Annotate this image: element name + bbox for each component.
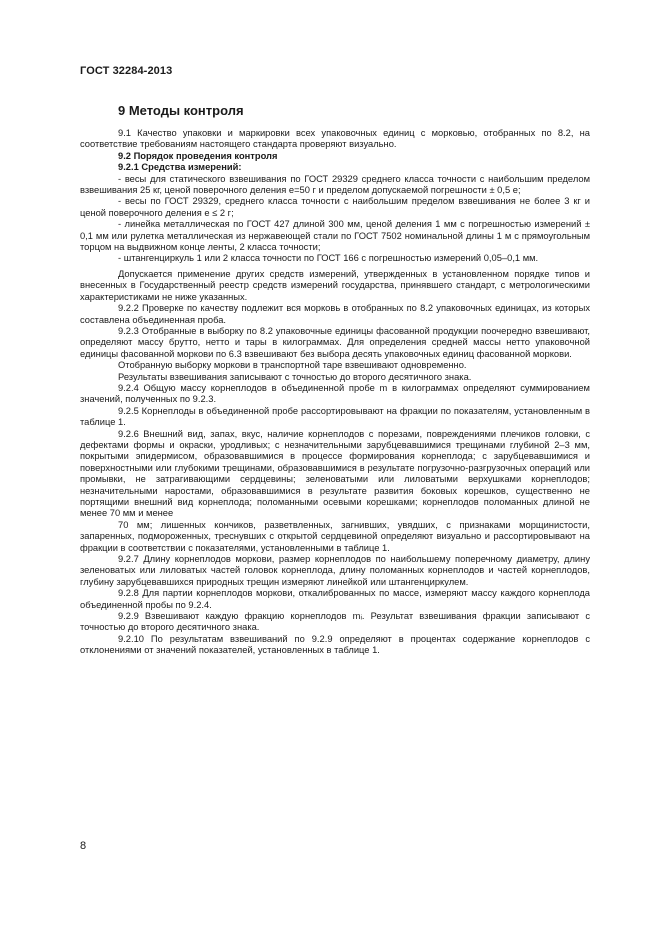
paragraph: 9.2.4 Общую массу корнеплодов в объединенной пробе m в килограммах определяют суммированием значений, полученных по 9.2.3. (80, 382, 590, 405)
paragraph: Отобранную выборку моркови в транспортной таре взвешивают одновременно. (118, 360, 467, 371)
paragraph: 9.1 Качество упаковки и маркировки всех упаковочных единиц с морковью, отобранных по 8.2, на соответствие требованиям настоящего стандарта проверяют визуально. (80, 128, 590, 150)
paragraph: 9.2 Порядок проведения контроля (118, 150, 278, 161)
document-body (80, 128, 590, 657)
section-title: 9 Методы контроля (118, 103, 244, 118)
paragraph: Результаты взвешивания записывают с точностью до второго десятичного знака. (118, 371, 472, 382)
paragraph: - штангенциркуль 1 или 2 класса точности по ГОСТ 166 с погрешностью измерений 0,05–0,1 мм. (118, 253, 539, 264)
paragraph: - весы по ГОСТ 29329, среднего класса точности с наибольшим пределом взвешивания не более 3 кг и ценой поверочного деления е ≤ 2 г; (80, 196, 590, 218)
paragraph: 9.2.10 По результатам взвешиваний по 9.2.9 определяют в процентах содержание корнеплодов с отклонениями от значений показателей, установленных в таблице 1. (80, 633, 590, 656)
paragraph: 9.2.1 Средства измерений: (118, 162, 242, 173)
paragraph: 9.2.9 Взвешивают каждую фракцию корнеплодов mᵢ. Результат взвешивания фракции записывают с точностью до второго десятичного знака. (80, 611, 590, 633)
paragraph: 9.2.5 Корнеплоды в объединенной пробе рассортировывают на фракции по показателям, установленным в таблице 1. (80, 405, 590, 428)
paragraph: 9.2.8 Для партии корнеплодов моркови, откалиброванных по массе, измеряют массу каждого корнеплода объединенной пробы по 9.2.4. (80, 588, 590, 610)
paragraph: - линейка металлическая по ГОСТ 427 длиной 300 мм, ценой деления 1 мм с погрешностью измерений ± 0,1 мм или рулетка металлическая из нержавеющей стали по ГОСТ 7502 номинальной длины 1 м с прямоугольным торцом на выдвижном конце ленты, 2 класса точности; (80, 219, 590, 253)
paragraph: 9.2.3 Отобранные в выборку по 8.2 упаковочные единицы фасованной продукции поочередно взвешивают, определяют массу брутто, нетто и тары в килограммах. Для определения средней массы нетто упаковочной единицы фасованной моркови по 6.3 взвешивают без выбора десять упаковочных единиц фасованной моркови. (80, 325, 590, 359)
paragraph: - весы для статического взвешивания по ГОСТ 29329 среднего класса точности с наибольшим пределом взвешивания 25 кг, ценой поверочного деления e=50 г и пределом допускаемой погрешности ± 0,5 е; (80, 173, 590, 196)
page-number: 8 (80, 840, 87, 852)
standard-header: ГОСТ 32284-2013 (80, 65, 173, 77)
paragraph: 70 мм; лишенных кончиков, разветвленных, загнивших, увядших, с признаками морщинистости, запаренных, подмороженных, треснувших с открытой сердцевиной определяют визуально и рассортировывают на фракции в соответствии с показателями, установленными в таблице 1. (80, 519, 590, 553)
paragraph: 9.2.7 Длину корнеплодов моркови, размер корнеплодов по наибольшему поперечному диаметру, длину зеленоватых или лиловатых частей головок корнеплода, длину поломанных корнеплодов и частей корнеплодов, глубину зарубцевавшихся природных трещин измеряют линейкой или штангенциркулем. (80, 554, 590, 587)
paragraph: 9.2.6 Внешний вид, запах, вкус, наличие корнеплодов с порезами, повреждениями плечиков головки, с дефектами формы и окраски, уродливых; с незначительными зарубцевавшимися трещинами глубиной 2–3 мм, покрытыми эпидермисом, образовавшимися в процессе формирования корнеплода; с зарубцевавшимися и поверхностными или глубокими трещинами, образовавшимися в результате погрузочно-разгрузочных операций или промывки, не затрагивающими сердцевины; зеленоватыми или лиловатыми верхушками корнеплодов; незначительными наростами, образовавшимися в результате развития боковых корешков, существенно не портящими внешний вид корнеплода; поломанными осевыми корешками; корнеплодов поломанных длиной не менее 70 мм и менее (80, 428, 590, 519)
paragraph: 9.2.2 Проверке по качеству подлежит вся морковь в отобранных по 8.2 упаковочных единицах, из которых составлена объединенная проба. (80, 303, 590, 325)
paragraph: Допускается применение других средств измерений, утвержденных в установленном порядке типов и внесенных в Государственный реестр средств измерений государства, принявшего стандарт, с метрологическими характеристиками не ниже указанных. (80, 268, 590, 302)
